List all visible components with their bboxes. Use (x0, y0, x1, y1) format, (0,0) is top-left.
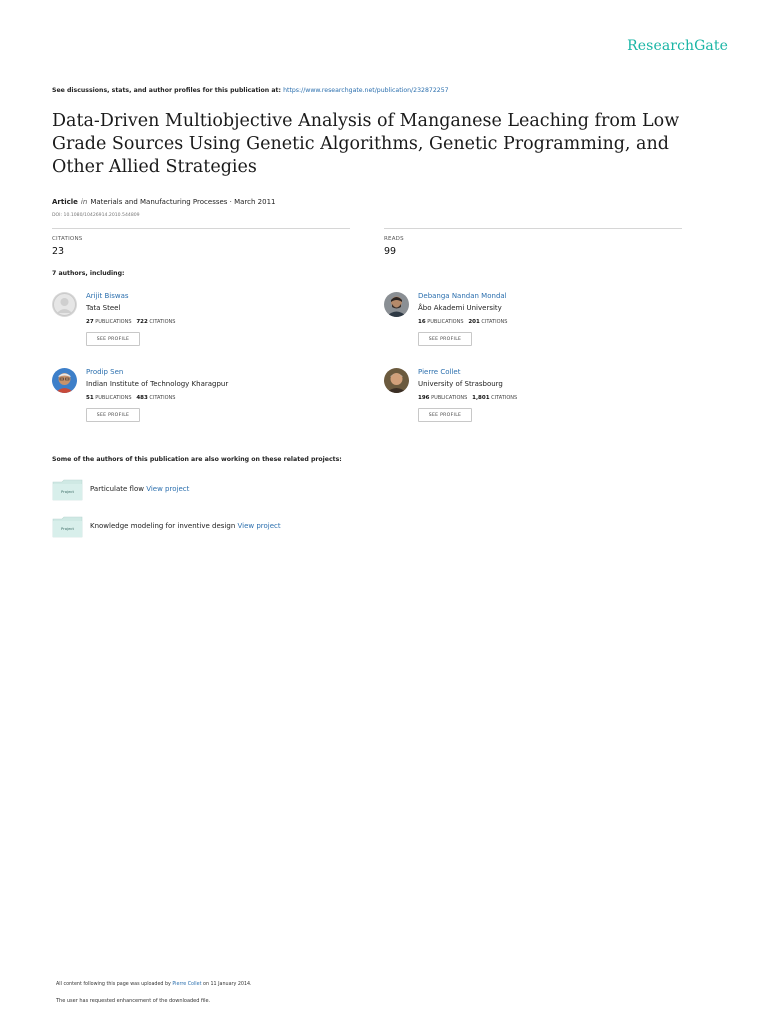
author-name[interactable]: Debanga Nandan Mondal (418, 292, 507, 300)
see-profile-button[interactable]: SEE PROFILE (418, 408, 472, 422)
author-publications-count: 51 (86, 395, 94, 401)
article-meta (52, 198, 276, 206)
author-card (384, 368, 684, 430)
publications-label: PUBLICATIONS (95, 319, 132, 325)
author-citations-count: 201 (468, 319, 480, 325)
upload-suffix: on 11 January 2014. (201, 982, 252, 987)
article-venue: Materials and Manufacturing Processes · March 2011 (90, 198, 276, 206)
view-project-link[interactable]: View project (237, 522, 281, 530)
citations-label: CITATIONS (149, 319, 176, 325)
author-name[interactable]: Pierre Collet (418, 368, 461, 376)
author-card (384, 292, 684, 354)
author-card (52, 368, 352, 430)
project-text (90, 522, 281, 530)
see-profile-button[interactable]: SEE PROFILE (86, 332, 140, 346)
author-publications-count: 27 (86, 319, 94, 325)
divider-right (384, 228, 682, 229)
citations-count: 23 (52, 246, 65, 257)
project-folder-icon (52, 479, 83, 501)
article-type: Article (52, 198, 78, 206)
project-item (52, 479, 452, 501)
citations-label: CITATIONS (481, 319, 508, 325)
author-affiliation: Åbo Akademi University (418, 304, 502, 312)
author-citations-count: 483 (136, 395, 148, 401)
project-folder-label: Project (61, 489, 74, 494)
avatar-placeholder[interactable] (52, 292, 77, 317)
publication-url-link[interactable]: https://www.researchgate.net/publication/232872257 (283, 87, 449, 94)
citations-label: CITATIONS (491, 395, 518, 401)
discussion-prefix: See discussions, stats, and author profiles for this publication at: (52, 87, 284, 94)
author-publications-count: 196 (418, 395, 430, 401)
publications-label: PUBLICATIONS (431, 395, 468, 401)
article-in: in (80, 198, 88, 206)
author-name[interactable]: Prodip Sen (86, 368, 124, 376)
avatar-photo[interactable] (384, 368, 409, 393)
project-item (52, 516, 452, 538)
doi: DOI: 10.1080/10426914.2010.544809 (52, 213, 140, 218)
paper-title: Data-Driven Multiobjective Analysis of Manganese Leaching from Low Grade Sources Using Genetic Algorithms, Genetic Programming, and Other Allied Strategies (52, 111, 680, 177)
author-name[interactable]: Arijit Biswas (86, 292, 129, 300)
author-affiliation: University of Strasbourg (418, 380, 503, 388)
projects-heading: Some of the authors of this publication are also working on these related projects: (52, 456, 342, 463)
project-text (90, 485, 189, 493)
uploader-link[interactable]: Pierre Collet (172, 982, 202, 987)
reads-count: 99 (384, 246, 397, 257)
publications-label: PUBLICATIONS (95, 395, 132, 401)
author-publications-count: 16 (418, 319, 426, 325)
divider-left (52, 228, 350, 229)
upload-prefix: All content following this page was uploaded by (56, 982, 173, 987)
discussion-line (52, 87, 449, 94)
see-profile-button[interactable]: SEE PROFILE (86, 408, 140, 422)
upload-note (56, 982, 252, 987)
authors-heading: 7 authors, including: (52, 270, 125, 277)
enhancement-note: The user has requested enhancement of the downloaded file. (56, 998, 211, 1004)
project-name: Knowledge modeling for inventive design (90, 522, 236, 530)
project-name: Particulate flow (90, 485, 144, 493)
see-profile-button[interactable]: SEE PROFILE (418, 332, 472, 346)
author-affiliation: Tata Steel (86, 304, 121, 312)
author-stats (418, 395, 517, 401)
view-project-link[interactable]: View project (146, 485, 190, 493)
author-stats (86, 319, 175, 325)
author-citations-count: 1,801 (472, 395, 490, 401)
project-folder-icon (52, 516, 83, 538)
author-stats (418, 319, 507, 325)
citations-label: CITATIONS (52, 236, 83, 242)
author-card (52, 292, 352, 354)
researchgate-logo[interactable]: ResearchGate (627, 38, 728, 54)
author-stats (86, 395, 175, 401)
avatar-photo[interactable] (52, 368, 77, 393)
avatar-photo[interactable] (384, 292, 409, 317)
reads-label: READS (384, 236, 404, 242)
author-affiliation: Indian Institute of Technology Kharagpur (86, 380, 229, 388)
citations-label: CITATIONS (149, 395, 176, 401)
project-folder-label: Project (61, 526, 74, 531)
publications-label: PUBLICATIONS (427, 319, 464, 325)
author-citations-count: 722 (136, 319, 148, 325)
